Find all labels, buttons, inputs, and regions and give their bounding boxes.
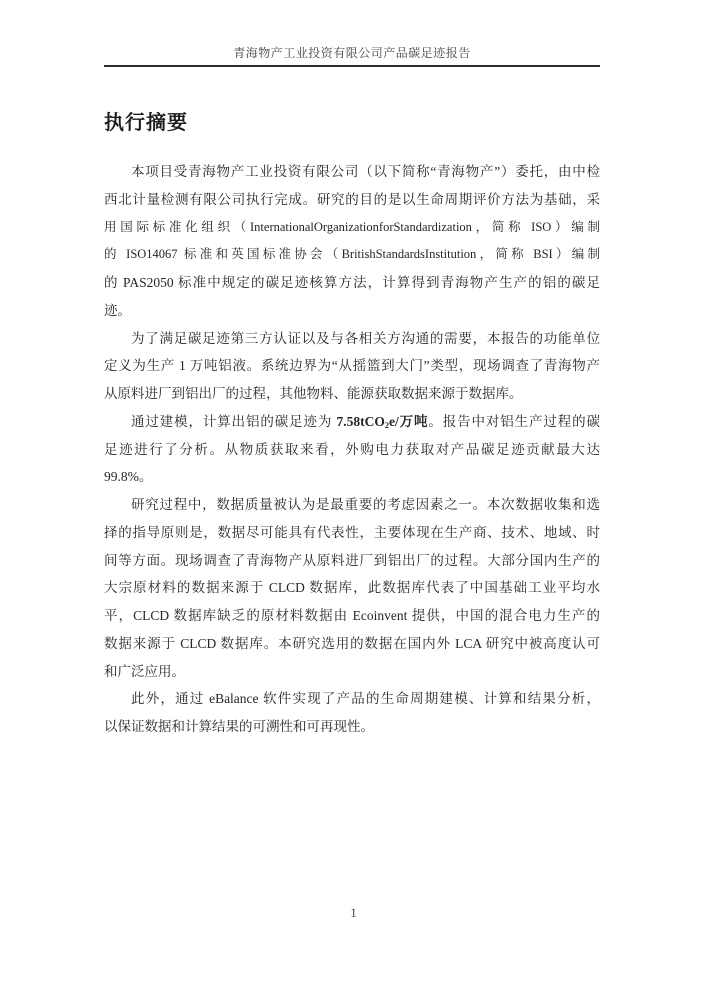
body-line: 和广泛应用。: [104, 663, 185, 679]
body-line: 平，CLCD 数据库缺乏的原材料数据由 Ecoinvent 提供，中国的混合电力生产的: [104, 608, 600, 623]
paragraph: [104, 158, 600, 325]
body-segment: 通过建模，计算出铝的碳足迹为: [131, 413, 337, 429]
paragraph: [104, 325, 600, 408]
body-line: 定义为生产 1 万吨铝液。系统边界为“从摇篮到大门”类型，现场调查了青海物产: [104, 358, 600, 374]
body-line: 大宗原材料的数据来源于 CLCD 数据库，此数据库代表了中国基础工业平均水: [104, 580, 600, 596]
body-line: 以保证数据和计算结果的可溯性和可再现性。: [104, 719, 374, 734]
paragraph: [104, 491, 600, 685]
body-line: 用国际标准化组织（InternationalOrganizationforStandardization，简称 ISO）编制: [104, 219, 600, 234]
page-header: [104, 44, 600, 67]
body-line: 足迹进行了分析。从物质获取来看，外购电力获取对产品碳足迹贡献最大达: [104, 441, 600, 457]
paragraph: [104, 408, 600, 491]
highlight-value: e/万吨: [389, 413, 429, 429]
body-line: 为了满足碳足迹第三方认证以及与各相关方沟通的需要，本报告的功能单位: [131, 330, 600, 346]
page-header-text: 青海物产工业投资有限公司产品碳足迹报告: [233, 46, 471, 60]
body-line: 99.8%。: [104, 469, 153, 485]
body-text: [104, 158, 600, 741]
body-line: 择的指导原则是，数据尽可能具有代表性，主要体现在生产商、技术、地域、时: [104, 524, 600, 540]
body-line: 从原料进厂到铝出厂的过程，其他物料、能源获取数据来源于数据库。: [104, 386, 523, 401]
body-line: 间等方面。现场调查了青海物产从原料进厂到铝出厂的过程。大部分国内生产的: [104, 552, 600, 568]
body-line: 的 PAS2050 标准中规定的碳足迹核算方法，计算得到青海物产生产的铝的碳足: [104, 275, 600, 290]
body-line: 西北计量检测有限公司执行完成。研究的目的是以生命周期评价方法为基础，采: [104, 191, 600, 207]
body-line: [104, 408, 600, 436]
body-line: 的 ISO14067 标准和英国标准协会（BritishStandardsInstitution，简称 BSI）编制: [104, 247, 600, 262]
body-line: 此外，通过 eBalance 软件实现了产品的生命周期建模、计算和结果分析，: [131, 691, 600, 707]
body-line: 研究过程中，数据质量被认为是最重要的考虑因素之一。本次数据收集和选: [131, 497, 600, 512]
section-title: 执行摘要: [104, 112, 188, 134]
paragraph: [104, 685, 600, 741]
highlight-value: 2: [384, 420, 390, 430]
body-line: 本项目受青海物产工业投资有限公司（以下简称“青海物产”）委托，由中检: [131, 164, 600, 179]
highlight-value: 7.58tCO: [336, 413, 385, 429]
page-number: 1: [350, 905, 357, 920]
body-line: 数据来源于 CLCD 数据库。本研究选用的数据在国内外 LCA 研究中被高度认可: [104, 635, 600, 651]
body-line: 迹。: [104, 302, 131, 318]
body-segment: 。报告中对铝生产过程的碳: [428, 413, 601, 429]
